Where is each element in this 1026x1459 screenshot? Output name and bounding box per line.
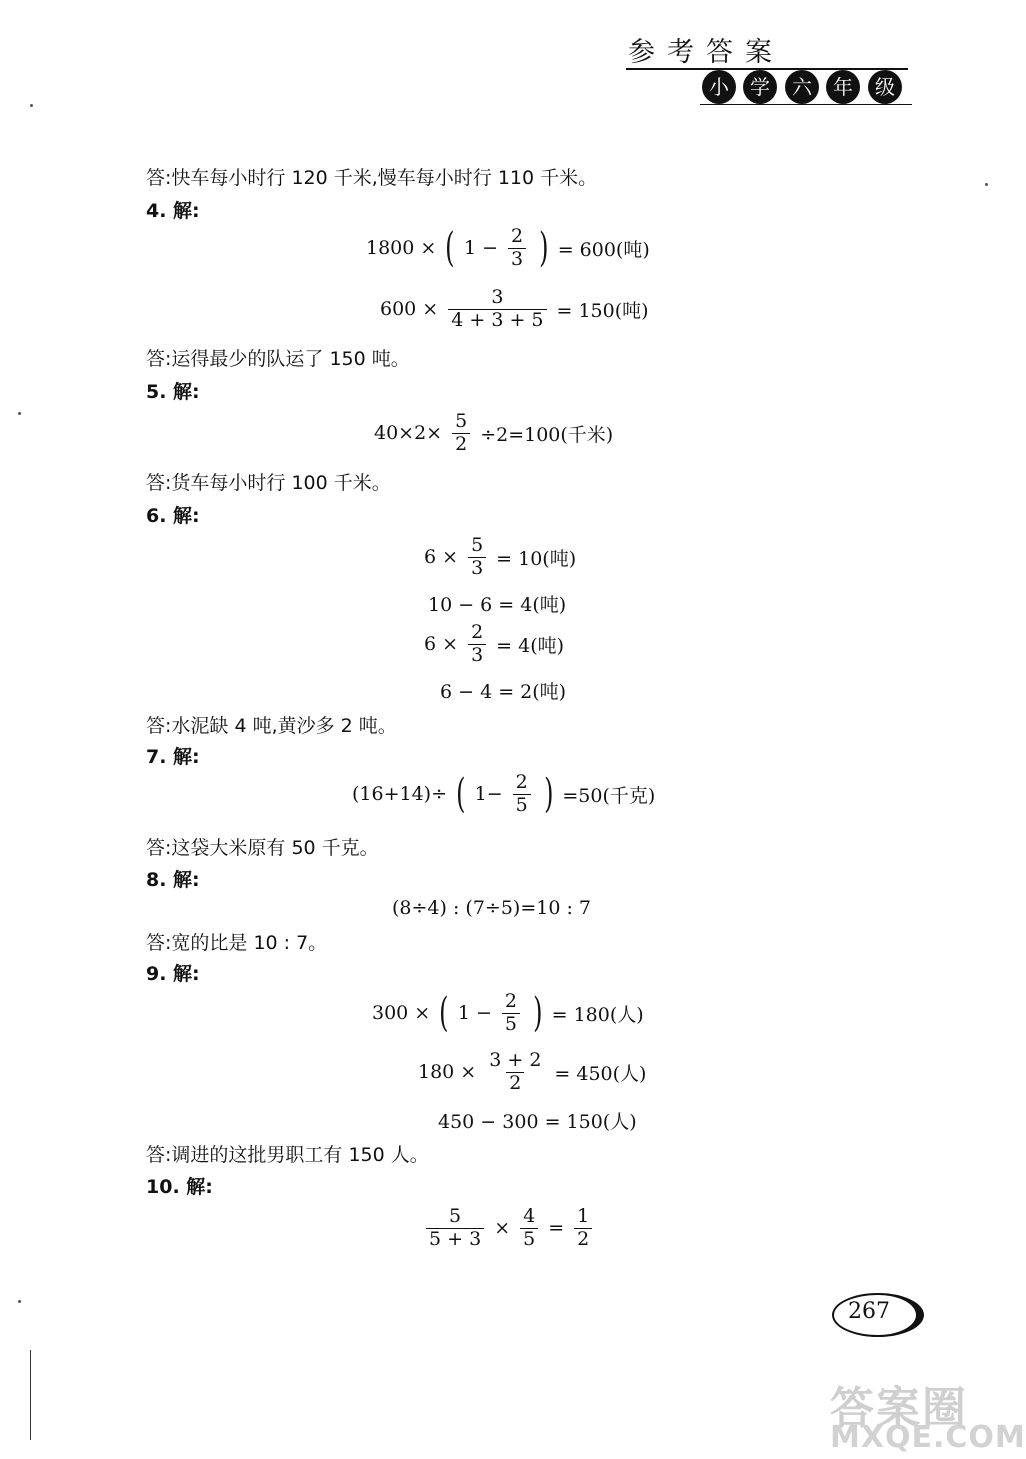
- denominator: 3: [508, 248, 526, 271]
- eq-lhs: 6 ×: [424, 546, 459, 569]
- question-5-label: 5. 解:: [146, 381, 200, 403]
- eq-rhs: = 150(吨): [556, 299, 649, 322]
- q9-equation-2: [418, 1050, 646, 1095]
- question-7-label: 7. 解:: [146, 746, 200, 768]
- q6-equation-4: 6 − 4 = 2(吨): [440, 681, 567, 703]
- eq-one-minus: 1 −: [457, 1002, 492, 1025]
- header-title: 参考答案: [628, 37, 784, 68]
- paren-right: ): [539, 225, 549, 272]
- fraction: [452, 411, 470, 456]
- eq-lhs: (16+14)÷: [352, 783, 448, 806]
- eq-rhs: = 180(人): [551, 1003, 644, 1026]
- fraction: [486, 1050, 544, 1095]
- question-6-label: 6. 解:: [146, 505, 200, 527]
- fraction: [448, 287, 546, 332]
- eq-lhs: 600 ×: [380, 298, 439, 321]
- numerator: 4: [523, 1205, 536, 1227]
- denominator: 5: [502, 1013, 520, 1036]
- eq-rhs: = 4(吨): [496, 634, 565, 657]
- scan-speck: [18, 1300, 21, 1303]
- binding-line: [30, 1350, 31, 1440]
- denominator: 3: [468, 557, 486, 580]
- grade-char: 六: [785, 70, 819, 104]
- q6-equation-3: [424, 622, 564, 667]
- eq-lhs: 180 ×: [418, 1061, 477, 1084]
- header-rule: [626, 68, 908, 70]
- numerator: 2: [515, 771, 528, 793]
- denominator: 2: [506, 1072, 524, 1095]
- eq-rhs: = 600(吨): [557, 238, 650, 261]
- numerator: 5: [449, 1205, 462, 1227]
- paren-left: (: [456, 771, 466, 818]
- eq-rhs: = 450(人): [554, 1062, 647, 1085]
- eq-lhs: 300 ×: [372, 1002, 431, 1025]
- answer-6: 答:水泥缺 4 吨,黄沙多 2 吨。: [146, 715, 397, 737]
- fraction: [513, 772, 531, 817]
- numerator: 5: [471, 534, 484, 556]
- q9-equation-1: [372, 991, 644, 1036]
- eq-rhs: = 10(吨): [496, 547, 577, 570]
- numerator: 5: [455, 410, 468, 432]
- grade-char: 小: [702, 70, 736, 104]
- header-underline: [700, 104, 912, 105]
- eq-one-minus: 1−: [474, 783, 503, 806]
- q9-equation-3: 450 − 300 = 150(人): [438, 1111, 637, 1133]
- q10-equation-1: [422, 1206, 596, 1251]
- fraction: [426, 1206, 484, 1251]
- q5-equation-1: [374, 411, 613, 456]
- denominator: 5 + 3: [426, 1228, 484, 1251]
- fraction: [508, 226, 526, 271]
- numerator: 2: [504, 990, 517, 1012]
- eq-lhs: 1800 ×: [366, 237, 437, 260]
- paren-right: ): [533, 990, 543, 1037]
- eq-rhs: ÷2=100(千米): [480, 423, 614, 446]
- fraction: [468, 535, 486, 580]
- q4-equation-2: [380, 287, 649, 332]
- answer-5: 答:货车每小时行 100 千米。: [146, 472, 391, 494]
- numerator: 2: [511, 225, 524, 247]
- question-10-label: 10. 解:: [146, 1176, 213, 1198]
- watermark-logo: 答案圈: [830, 1383, 968, 1434]
- fraction: [574, 1206, 592, 1251]
- answer-4: 答:运得最少的队运了 150 吨。: [146, 348, 410, 370]
- page-number: 267: [848, 1299, 890, 1324]
- eq-operator: ×: [494, 1217, 511, 1240]
- scan-speck: [30, 104, 33, 107]
- scan-speck: [18, 412, 21, 415]
- numerator: 1: [577, 1205, 590, 1227]
- numerator: 3: [491, 286, 504, 308]
- question-4-label: 4. 解:: [146, 200, 200, 222]
- denominator: 3: [468, 644, 486, 667]
- q8-equation-1: (8÷4) : (7÷5)=10 : 7: [392, 897, 591, 919]
- answer-7: 答:这袋大米原有 50 千克。: [146, 837, 379, 859]
- paren-left: (: [439, 990, 449, 1037]
- eq-lhs: 40×2×: [374, 422, 443, 445]
- denominator: 2: [574, 1228, 592, 1251]
- scan-speck: [985, 183, 988, 186]
- denominator: 5: [520, 1228, 538, 1251]
- q6-equation-2: 10 − 6 = 4(吨): [428, 594, 567, 616]
- question-9-label: 9. 解:: [146, 963, 200, 985]
- paren-right: ): [543, 771, 554, 818]
- denominator: 5: [513, 794, 531, 817]
- eq-one-minus: 1 −: [463, 237, 498, 260]
- fraction: [520, 1206, 538, 1251]
- fraction: [502, 991, 520, 1036]
- watermark-url: MXQE.COM: [830, 1420, 1026, 1455]
- eq-rhs: =50(千克): [562, 784, 656, 807]
- grade-char: 学: [743, 70, 777, 104]
- eq-lhs: 6 ×: [424, 633, 459, 656]
- q6-equation-1: [424, 535, 576, 580]
- paren-left: (: [445, 225, 455, 272]
- grade-char: 级: [868, 70, 902, 104]
- answer-8: 答:宽的比是 10 : 7。: [146, 932, 328, 954]
- numerator: 3 + 2: [489, 1049, 542, 1071]
- eq-equals: =: [548, 1217, 565, 1240]
- denominator: 2: [452, 433, 470, 456]
- q7-equation-1: [352, 772, 655, 817]
- fraction: [468, 622, 486, 667]
- question-8-label: 8. 解:: [146, 869, 200, 891]
- answer-3: 答:快车每小时行 120 千米,慢车每小时行 110 千米。: [146, 167, 598, 189]
- grade-char: 年: [826, 70, 860, 104]
- answer-9: 答:调进的这批男职工有 150 人。: [146, 1144, 429, 1166]
- denominator: 4 + 3 + 5: [448, 309, 546, 332]
- q4-equation-1: [366, 226, 650, 271]
- numerator: 2: [471, 621, 484, 643]
